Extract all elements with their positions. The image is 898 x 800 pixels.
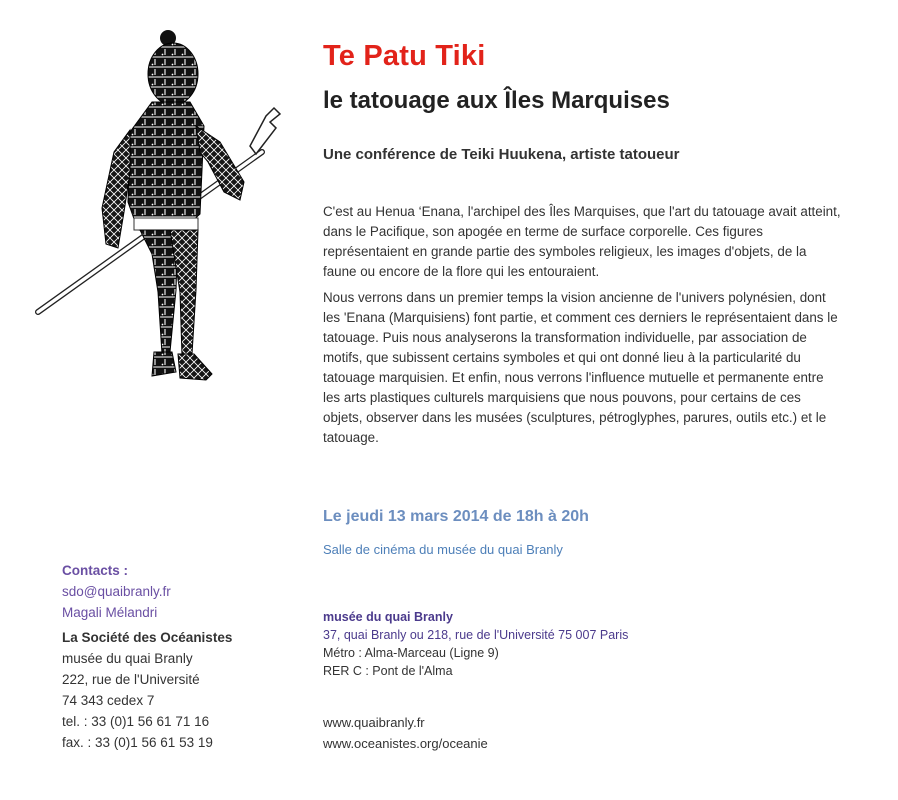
website-links bbox=[323, 712, 488, 754]
org-line: 74 343 cedex 7 bbox=[62, 693, 155, 708]
org-fax: fax. : 33 (0)1 56 61 53 19 bbox=[62, 735, 213, 750]
org-phone: tel. : 33 (0)1 56 61 71 16 bbox=[62, 714, 210, 729]
museum-metro: Métro : Alma-Marceau (Ligne 9) bbox=[323, 646, 499, 660]
speaker-byline: Une conférence de Teiki Huukena, artiste tatoueur bbox=[323, 146, 680, 163]
link-quaibranly[interactable]: www.quaibranly.fr bbox=[323, 715, 425, 730]
description-paragraph-2: Nous verrons dans un premier temps la vision ancienne de l'univers polynésien, dont les 'Enana (Marquisiens) font partie, et comment ces derniers le représentaient dans le tatouage. Puis nous analyserons la transformation individuelle, par association de motifs, que subissent certains symboles et qui ont donné lieu à la particularité du tatouage marquisien. Et enfin, nous verrons l'influence mutuelle et permanente entre les arts plastiques culturels marquisiens que nous pouvons, pour certains de ces objets, observer dans les musées (sculptures, pétroglyphes, parures, outils etc.) et le tatouage. bbox=[323, 290, 838, 445]
org-line: musée du quai Branly bbox=[62, 651, 193, 666]
museum-info bbox=[323, 608, 628, 680]
tattooed-warrior-illustration bbox=[30, 22, 285, 402]
event-title: Te Patu Tiki bbox=[323, 40, 486, 72]
link-oceanistes[interactable]: www.oceanistes.org/oceanie bbox=[323, 736, 488, 751]
contact-email-link[interactable]: sdo@quaibranly.fr bbox=[62, 584, 171, 599]
museum-name: musée du quai Branly bbox=[323, 610, 453, 624]
event-venue: Salle de cinéma du musée du quai Branly bbox=[323, 542, 563, 557]
contacts-heading: Contacts : bbox=[62, 563, 129, 578]
contact-person: Magali Mélandri bbox=[62, 605, 158, 620]
event-subtitle: le tatouage aux Îles Marquises bbox=[323, 87, 670, 114]
event-date: Le jeudi 13 mars 2014 de 18h à 20h bbox=[323, 508, 589, 525]
museum-address: 37, quai Branly ou 218, rue de l'Université 75 007 Paris bbox=[323, 628, 629, 642]
org-name: La Société des Océanistes bbox=[62, 630, 233, 645]
contacts-block bbox=[62, 560, 232, 753]
org-line: 222, rue de l'Université bbox=[62, 672, 200, 687]
description-paragraph-1: C'est au Henua ‘Enana, l'archipel des Îles Marquises, que l'art du tatouage avait atteint, dans le Pacifique, son apogée en terme de surface corporelle. Ces figures représentaient en grande partie des symboles religieux, les images d'objets, de la faune ou encore de la flore qui les entouraient. bbox=[323, 204, 841, 279]
museum-rer: RER C : Pont de l'Alma bbox=[323, 664, 453, 678]
